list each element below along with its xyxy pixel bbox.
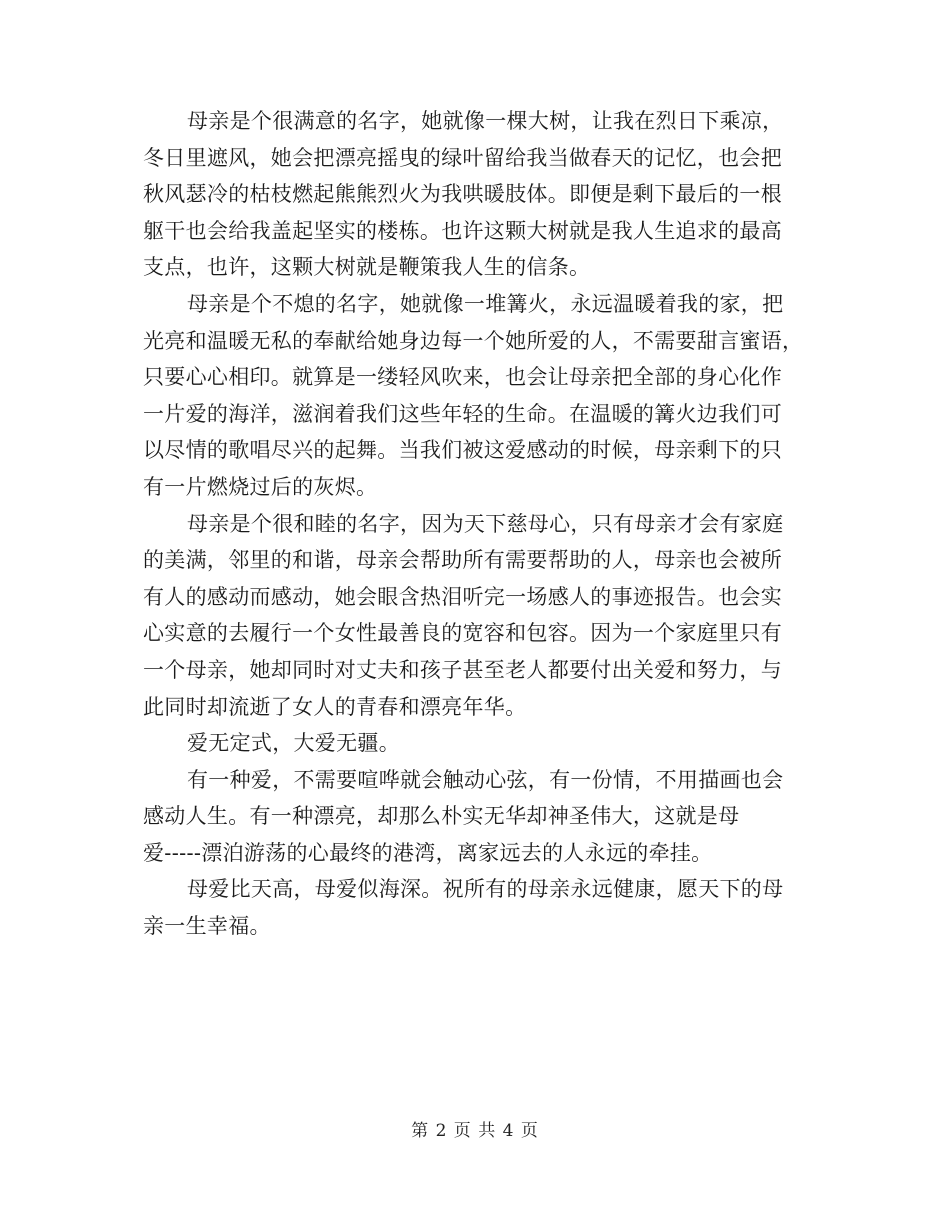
paragraph-line: 的美满，邻里的和谐，母亲会帮助所有需要帮助的人，母亲也会被所 — [143, 548, 782, 573]
paragraph-line: 秋风瑟冷的枯枝燃起熊熊烈火为我哄暖肢体。即便是剩下最后的一根 — [143, 182, 782, 207]
paragraph-line: 爱无定式，大爱无疆。 — [187, 731, 400, 756]
paragraph-line: 有一片燃烧过后的灰烬。 — [143, 474, 378, 499]
paragraph-line: 光亮和温暖无私的奉献给她身边每一个她所爱的人，不需要甜言蜜语， — [143, 328, 804, 353]
paragraph-line: 母亲是个很满意的名字，她就像一棵大树，让我在烈日下乘凉， — [187, 109, 784, 133]
paragraph-1 — [143, 103, 803, 286]
paragraph-line: 爱-----漂泊游荡的心最终的港湾，离家远去的人永远的牵挂。 — [143, 840, 713, 865]
paragraph-line: 冬日里遮风，她会把漂亮摇曳的绿叶留给我当做春天的记忆，也会把 — [143, 145, 782, 170]
paragraph-line: 有人的感动而感动，她会眼含热泪听完一场感人的事迹报告。也会实 — [143, 584, 782, 609]
paragraph-line: 此同时却流逝了女人的青春和漂亮年华。 — [143, 694, 527, 719]
paragraph-4 — [143, 725, 803, 762]
paragraph-line: 母亲是个很和睦的名字，因为天下慈母心，只有母亲才会有家庭 — [187, 511, 784, 536]
paragraph-line: 一个母亲，她却同时对丈夫和孩子甚至老人都要付出关爱和努力，与 — [143, 657, 782, 682]
paragraph-line: 以尽情的歌唱尽兴的起舞。当我们被这爱感动的时候，母亲剩下的只 — [143, 438, 782, 463]
paragraph-line: 心实意的去履行一个女性最善良的宽容和包容。因为一个家庭里只有 — [143, 621, 782, 646]
paragraph-line: 支点，也许，这颗大树就是鞭策我人生的信条。 — [143, 255, 591, 280]
paragraph-line: 有一种爱，不需要喧哗就会触动心弦，有一份情，不用描画也会 — [187, 767, 784, 792]
paragraph-line: 一片爱的海洋，滋润着我们这些年轻的生命。在温暖的篝火边我们可 — [143, 401, 782, 426]
paragraph-line: 母亲是个不熄的名字，她就像一堆篝火，永远温暖着我的家，把 — [187, 291, 784, 316]
paragraph-line: 躯干也会给我盖起坚实的楼栋。也许这颗大树就是我人生追求的最高 — [143, 218, 782, 243]
paragraph-line: 感动人生。有一种漂亮，却那么朴实无华却神圣伟大，这就是母 — [143, 804, 740, 829]
paragraph-6 — [143, 871, 803, 944]
paragraph-line: 亲一生幸福。 — [143, 914, 271, 939]
document-body — [143, 103, 803, 945]
paragraph-line: 只要心心相印。就算是一缕轻风吹来，也会让母亲把全部的身心化作 — [143, 365, 782, 390]
paragraph-2 — [143, 286, 803, 506]
page-number-footer: 第 2 页 共 4 页 — [411, 1121, 539, 1141]
paragraph-5 — [143, 762, 803, 872]
paragraph-3 — [143, 506, 803, 726]
paragraph-line: 母爱比天高，母爱似海深。祝所有的母亲永远健康，愿天下的母 — [187, 877, 784, 902]
